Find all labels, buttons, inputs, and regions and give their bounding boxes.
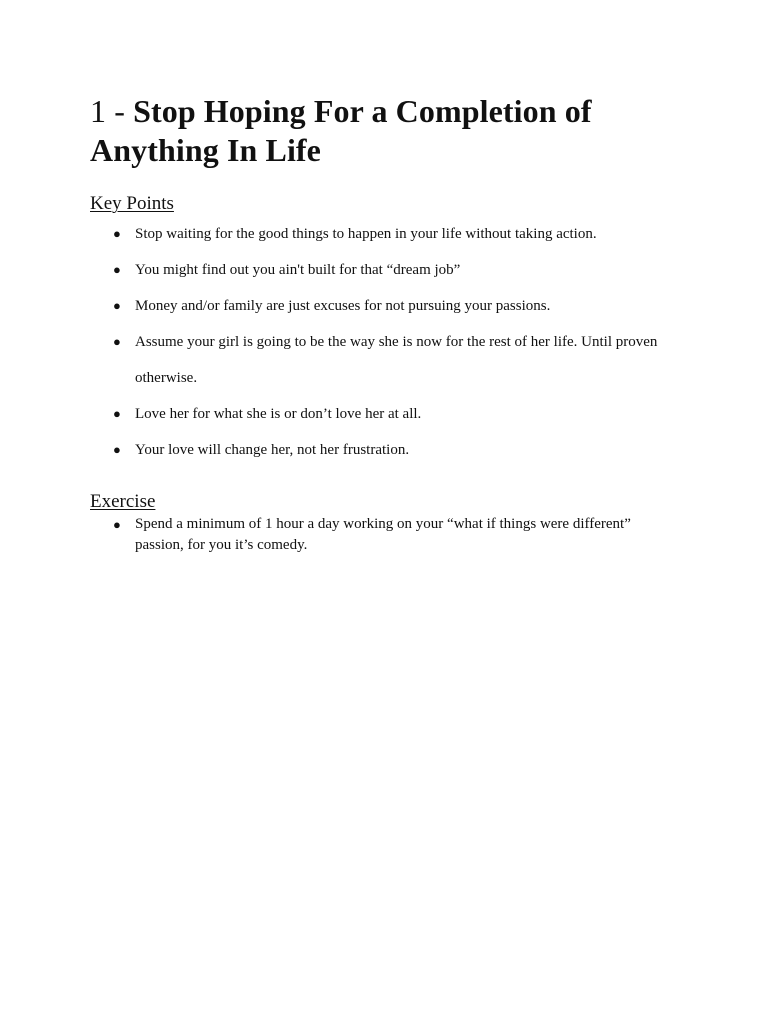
list-item [90, 216, 680, 252]
bullet-icon: ● [113, 517, 121, 532]
list-item-text: Spend a minimum of 1 hour a day working on your “what if things were different” passion, for you it’s comedy. [135, 516, 631, 553]
list-item-text: You might find out you ain't built for that “dream job” [135, 262, 461, 278]
exercise-list [90, 514, 680, 556]
bullet-icon: ● [113, 406, 121, 421]
section-spacer [90, 468, 680, 490]
title-number: 1 - [90, 93, 134, 129]
list-item-text: Stop waiting for the good things to happen in your life without taking action. [135, 226, 597, 242]
bullet-icon: ● [113, 226, 121, 241]
list-item-text: Assume your girl is going to be the way she is now for the rest of her life. Until proven otherwise. [135, 334, 658, 386]
list-item [90, 514, 680, 556]
title-text: Stop Hoping For a Completion of Anything In Life [90, 93, 592, 168]
list-item [90, 288, 680, 324]
key-points-list [90, 216, 680, 468]
list-item-text: Love her for what she is or don’t love her at all. [135, 406, 422, 422]
list-item [90, 396, 680, 432]
list-item-text: Your love will change her, not her frustration. [135, 442, 410, 458]
key-points-heading: Key Points [90, 193, 174, 214]
document-page [90, 92, 680, 556]
bullet-icon: ● [113, 442, 121, 457]
page-title [90, 92, 680, 170]
exercise-heading: Exercise [90, 491, 156, 512]
list-item [90, 324, 680, 396]
bullet-icon: ● [113, 298, 121, 313]
list-item [90, 252, 680, 288]
list-item-text: Money and/or family are just excuses for not pursuing your passions. [135, 298, 551, 314]
bullet-icon: ● [113, 334, 121, 349]
bullet-icon: ● [113, 262, 121, 277]
list-item [90, 432, 680, 468]
